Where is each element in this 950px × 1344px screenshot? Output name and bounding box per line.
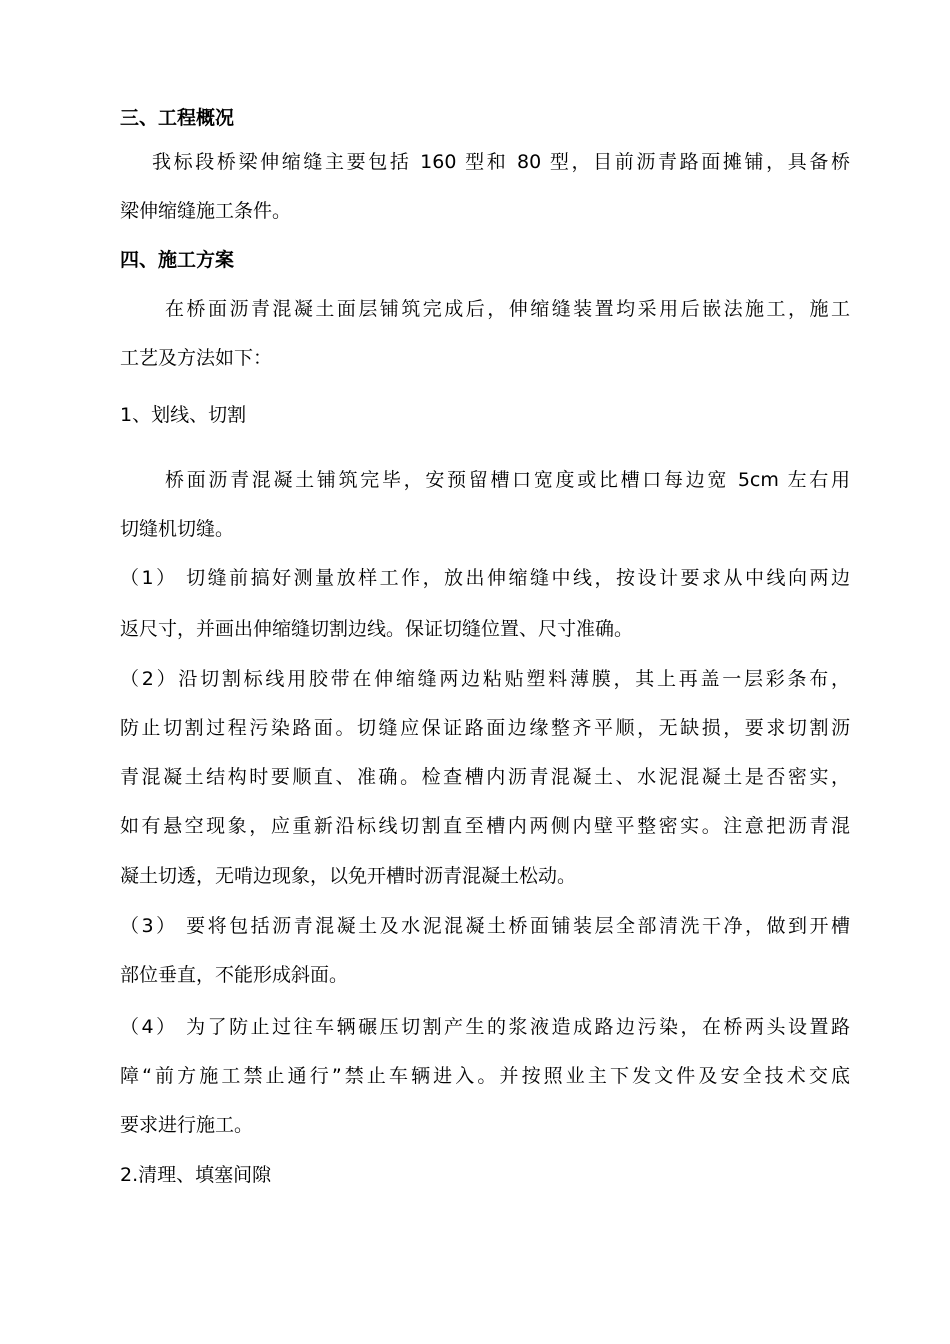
item-3-line-1: （3） 要将包括沥青混凝土及水泥混凝土桥面铺装层全部清洗干净，做到开槽 <box>120 915 850 937</box>
paragraph-cutting-line-1: 桥面沥青混凝土铺筑完毕，安预留槽口宽度或比槽口每边宽 5cm 左右用 <box>165 469 850 491</box>
item-1-line-2: 返尺寸，并画出伸缩缝切割边线。保证切缝位置、尺寸准确。 <box>120 618 634 640</box>
item-3-line-2: 部位垂直，不能形成斜面。 <box>120 964 349 986</box>
item-4-line-2: 障“前方施工禁止通行”禁止车辆进入。并按照业主下发文件及安全技术交底 <box>120 1065 850 1087</box>
paragraph-plan-line-2: 工艺及方法如下： <box>120 347 273 369</box>
paragraph-cutting-line-2: 切缝机切缝。 <box>120 518 235 540</box>
section-heading-plan: 四、施工方案 <box>120 249 235 271</box>
paragraph-overview-line-2: 梁伸缩缝施工条件。 <box>120 200 292 222</box>
item-2-line-1: （2）沿切割标线用胶带在伸缩缝两边粘贴塑料薄膜，其上再盖一层彩条布， <box>120 668 850 690</box>
paragraph-plan-line-1: 在桥面沥青混凝土面层铺筑完成后，伸缩缝装置均采用后嵌法施工，施工 <box>165 298 850 320</box>
item-2-line-4: 如有悬空现象，应重新沿标线切割直至槽内两侧内壁平整密实。注意把沥青混 <box>120 815 850 837</box>
item-4-line-1: （4） 为了防止过往车辆碾压切割产生的浆液造成路边污染，在桥两头设置路 <box>120 1016 850 1038</box>
paragraph-overview-line-1: 我标段桥梁伸缩缝主要包括 160 型和 80 型，目前沥青路面摊铺，具备桥 <box>152 151 850 173</box>
item-4-line-3: 要求进行施工。 <box>120 1114 254 1136</box>
item-2-line-3: 青混凝土结构时要顺直、准确。检查槽内沥青混凝土、水泥混凝土是否密实， <box>120 766 850 788</box>
section-heading-overview: 三、工程概况 <box>120 107 235 129</box>
subheading-cleaning: 2.清理、填塞间隙 <box>120 1164 272 1186</box>
item-2-line-5: 凝土切透，无啃边现象，以免开槽时沥青混凝土松动。 <box>120 865 577 887</box>
item-2-line-2: 防止切割过程污染路面。切缝应保证路面边缘整齐平顺，无缺损，要求切割沥 <box>120 717 850 739</box>
subheading-cutting: 1、划线、切割 <box>120 404 247 426</box>
item-1-line-1: （1） 切缝前搞好测量放样工作，放出伸缩缝中线，按设计要求从中线向两边 <box>120 567 850 589</box>
